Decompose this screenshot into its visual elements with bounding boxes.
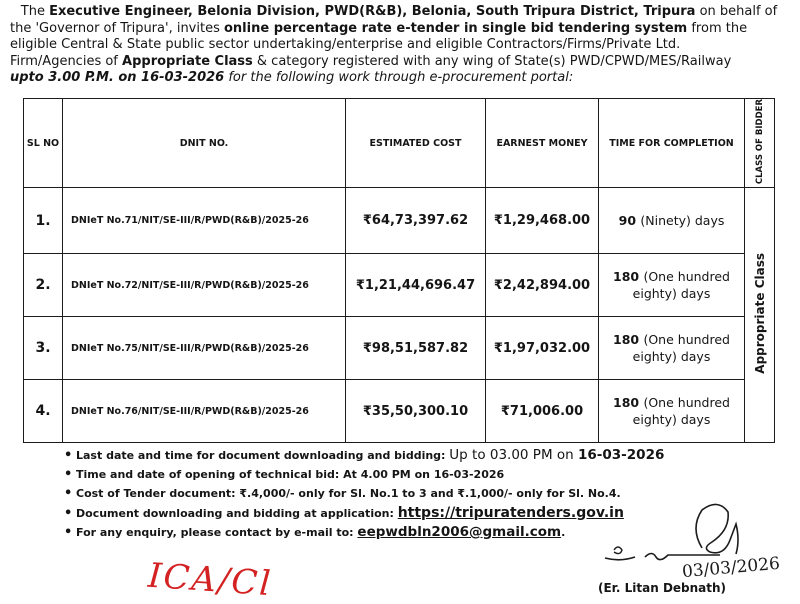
row-earnest-money: ₹71,006.00 [486, 380, 599, 443]
class-of-bidder-cell: Appropriate Class [745, 188, 775, 443]
table-row [24, 188, 775, 254]
enquiry-email-link[interactable]: eepwdbln2006@gmail.com [357, 523, 562, 540]
note-enquiry: • For any enquiry, please contact by e-mail to: eepwdbln2006@gmail.com. [64, 523, 664, 542]
red-handwritten-note: ICA/Cl [146, 555, 274, 604]
row-estimated-cost: ₹35,50,300.10 [346, 380, 486, 443]
row-time: 180 (One hundred eighty) days [599, 254, 745, 317]
row-estimated-cost: ₹64,73,397.62 [346, 188, 486, 254]
note-last-date: • Last date and time for document downloading and bidding: Up to 03.00 PM on 16-03-2026 [64, 446, 664, 465]
tender-table [23, 98, 775, 443]
row-dnit: DNIeT No.72/NIT/SE-III/R/PWD(R&B)/2025-26 [63, 254, 346, 317]
intro-line-4: Firm/Agencies of Appropriate Class & category registered with any wing of State(s) PWD/CPWD/MES/Railway [10, 53, 732, 69]
row-sl: 3. [24, 317, 63, 380]
row-earnest-money: ₹2,42,894.00 [486, 254, 599, 317]
header-earnest-money: EARNEST MONEY [486, 99, 599, 188]
row-sl: 2. [24, 254, 63, 317]
row-estimated-cost: ₹98,51,587.82 [346, 317, 486, 380]
table-row [24, 317, 775, 380]
row-earnest-money: ₹1,97,032.00 [486, 317, 599, 380]
row-earnest-money: ₹1,29,468.00 [486, 188, 599, 254]
header-time-for-completion: TIME FOR COMPLETION [599, 99, 745, 188]
intro-line-5: upto 3.00 P.M. on 16-03-2026 for the following work through e-procurement portal: [10, 70, 574, 85]
intro-paragraph [10, 4, 788, 87]
row-estimated-cost: ₹1,21,44,696.47 [346, 254, 486, 317]
row-sl: 1. [24, 188, 63, 254]
notes-list [64, 446, 664, 542]
header-class-of-bidder: CLASS OF BIDDER [745, 99, 775, 188]
intro-line-1: The Executive Engineer, Belonia Division, PWD(R&B), Belonia, South Tripura District, Tripura on behalf of [20, 4, 778, 19]
signature-date: 03/03/2026 [681, 553, 781, 583]
header-dnit-no: DNIT NO. [63, 99, 346, 188]
portal-link[interactable]: https://tripuratenders.gov.in [397, 504, 624, 521]
row-dnit: DNIeT No.71/NIT/SE-III/R/PWD(R&B)/2025-26 [63, 188, 346, 254]
note-portal: • Document downloading and bidding at application: https://tripuratenders.gov.in [64, 504, 664, 523]
header-estimated-cost: ESTIMATED COST [346, 99, 486, 188]
row-time: 90 (Ninety) days [599, 188, 745, 254]
note-opening: • Time and date of opening of technical bid: At 4.00 PM on 16-03-2026 [64, 465, 664, 484]
table-header-row [24, 99, 775, 188]
table-row [24, 254, 775, 317]
row-sl: 4. [24, 380, 63, 443]
row-time: 180 (One hundred eighty) days [599, 317, 745, 380]
table-row [24, 380, 775, 443]
intro-line-2: the 'Governor of Tripura', invites online percentage rate e-tender in single bid tendering system from the [10, 20, 748, 36]
note-cost: • Cost of Tender document: ₹.4,000/- only for Sl. No.1 to 3 and ₹.1,000/- only for Sl. No.4. [64, 484, 664, 503]
row-time: 180 (One hundred eighty) days [599, 380, 745, 443]
row-dnit: DNIeT No.76/NIT/SE-III/R/PWD(R&B)/2025-26 [63, 380, 346, 443]
intro-line-3: eligible Central & State public sector undertaking/enterprise and eligible Contractors/Firms/Private Ltd. [10, 37, 681, 52]
row-dnit: DNIeT No.75/NIT/SE-III/R/PWD(R&B)/2025-26 [63, 317, 346, 380]
signatory-name: (Er. Litan Debnath) [598, 581, 727, 595]
header-sl-no: SL NO [24, 99, 63, 188]
